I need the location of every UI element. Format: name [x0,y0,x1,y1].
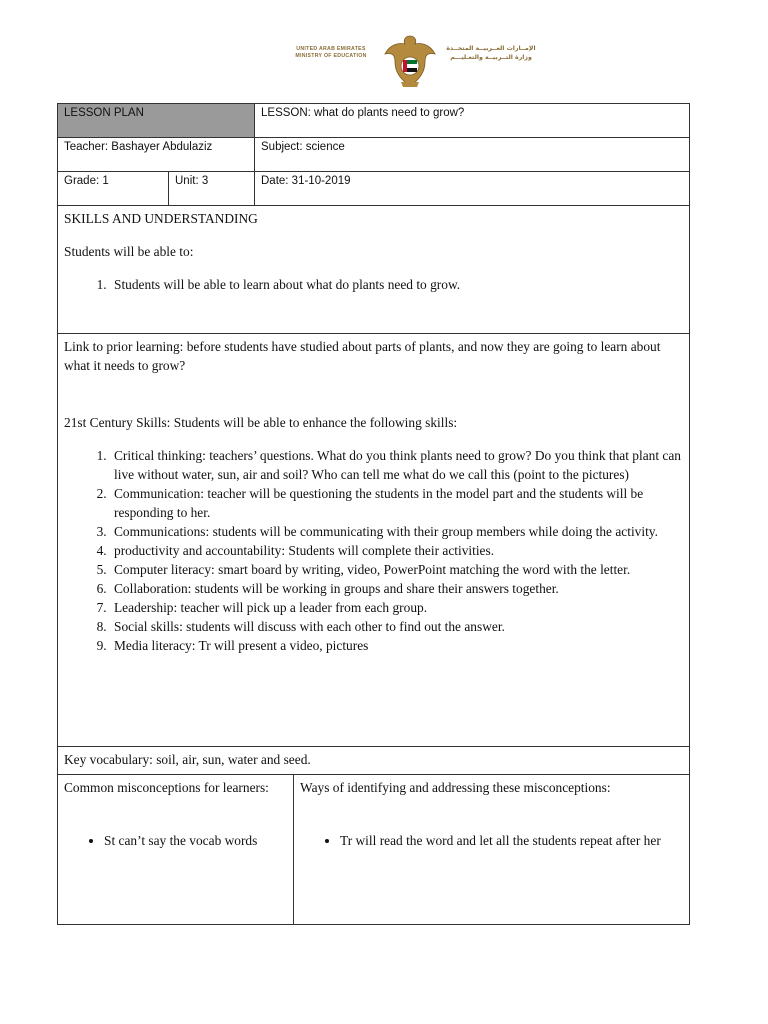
century-skills-list [64,446,683,655]
list-item: 9. Media literacy: Tr will present a video, pictures [110,636,683,655]
objectives-list [64,275,683,294]
table-row [58,172,690,206]
table-row [58,747,690,775]
misconceptions-list [64,831,287,850]
misconceptions-heading: Common misconceptions for learners: [64,780,269,795]
list-item: 4. productivity and accountability: Students will complete their activities. [110,541,683,560]
grade: Grade: 1 [58,172,169,206]
date: Date: 31-10-2019 [255,172,690,206]
skills-section [58,206,690,334]
list-item: • Tr will read the word and let all the students repeat after her [340,831,683,850]
logo-english-text: UNITED ARAB EMIRATES MINISTRY OF EDUCATION [295,46,367,59]
lesson-plan-label: LESSON PLAN [58,104,255,138]
learning-section [58,334,690,747]
century-skills-intro: 21st Century Skills: Students will be able to enhance the following skills: [64,415,458,430]
skills-heading: SKILLS AND UNDERSTANDING [64,211,258,226]
unit: Unit: 3 [169,172,255,206]
students-able-text: Students will be able to: [64,244,194,259]
addressing-list [300,831,683,850]
table-row [58,138,690,172]
list-item: 6. Collaboration: students will be working in groups and share their answers together. [110,579,683,598]
teacher-name: Teacher: Bashayer Abdulaziz [58,138,255,172]
list-item: 2. Communication: teacher will be questioning the students in the model part and the students will be responding to her. [110,484,683,522]
subject: Subject: science [255,138,690,172]
addressing-heading: Ways of identifying and addressing these misconceptions: [300,780,611,795]
ministry-logo [285,32,537,90]
table-row [58,775,690,925]
list-item: 7. Leadership: teacher will pick up a leader from each group. [110,598,683,617]
prior-learning-text: Link to prior learning: before students have studied about parts of plants, and now they are going to learn about what it needs to grow? [64,339,661,373]
logo-arabic-text: الإمــارات العــربيــة المتحــدة وزارة التــربيــة والتعـليـــم [446,45,536,61]
misconceptions-cell [58,775,294,925]
lesson-plan-table [57,103,690,925]
list-item: 5. Computer literacy: smart board by writing, video, PowerPoint matching the word with the letter. [110,560,683,579]
list-item: 1. Critical thinking: teachers’ questions. What do you think plants need to grow? Do you think that plant can live without water, sun, air and soil? Who can tell me what do we call this (point to the pictures) [110,446,683,484]
lesson-title: LESSON: what do plants need to grow? [255,104,690,138]
table-row [58,334,690,747]
table-row [58,104,690,138]
list-item: 1. Students will be able to learn about what do plants need to grow. [110,275,683,294]
table-row [58,206,690,334]
list-item: • St can’t say the vocab words [104,831,287,850]
list-item: 3. Communications: students will be communicating with their group members while doing the activity. [110,522,683,541]
list-item: 8. Social skills: students will discuss with each other to find out the answer. [110,617,683,636]
addressing-cell [294,775,690,925]
uae-falcon-emblem-icon [381,32,439,90]
key-vocabulary: Key vocabulary: soil, air, sun, water and seed. [58,747,690,775]
